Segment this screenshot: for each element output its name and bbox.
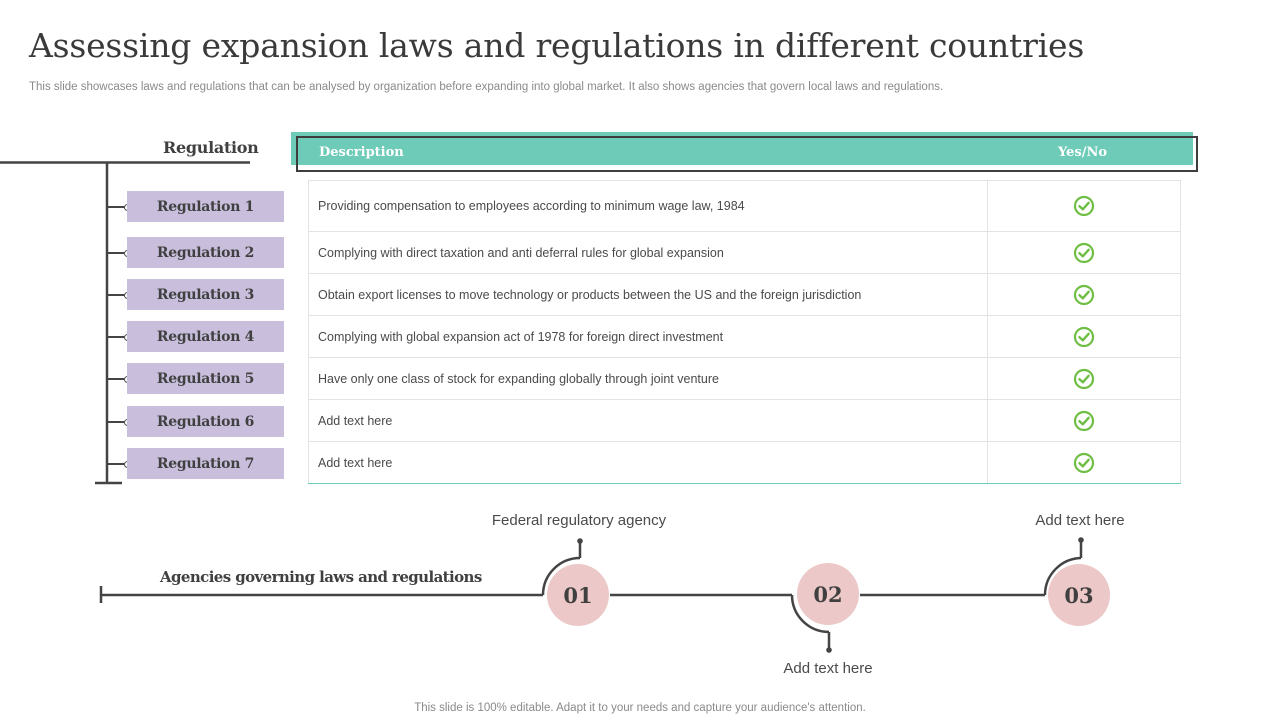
regulation-item-6: Regulation 6 bbox=[127, 406, 284, 437]
row-description: Add text here bbox=[309, 400, 988, 442]
row-status bbox=[988, 232, 1181, 274]
row-description: Add text here bbox=[309, 442, 988, 484]
check-circle-icon bbox=[1073, 368, 1095, 390]
table-row bbox=[309, 442, 1181, 484]
check-circle-icon bbox=[1073, 326, 1095, 348]
regulation-item-4: Regulation 4 bbox=[127, 321, 284, 352]
check-circle-icon bbox=[1073, 284, 1095, 306]
table-row bbox=[309, 274, 1181, 316]
row-description: Obtain export licenses to move technology or products between the US and the foreign jurisdiction bbox=[309, 274, 988, 316]
check-circle-icon bbox=[1073, 452, 1095, 474]
row-status bbox=[988, 442, 1181, 484]
table-row bbox=[309, 316, 1181, 358]
table-row bbox=[309, 232, 1181, 274]
row-status bbox=[988, 400, 1181, 442]
regulation-item-5: Regulation 5 bbox=[127, 363, 284, 394]
row-description: Providing compensation to employees according to minimum wage law, 1984 bbox=[309, 181, 988, 232]
agencies-heading: Agencies governing laws and regulations bbox=[160, 568, 482, 586]
row-status bbox=[988, 358, 1181, 400]
regulation-heading: Regulation bbox=[163, 138, 259, 157]
agency-circle-02: 02 bbox=[797, 563, 859, 625]
regulation-item-1: Regulation 1 bbox=[127, 191, 284, 222]
row-description: Complying with global expansion act of 1978 for foreign direct investment bbox=[309, 316, 988, 358]
table-row bbox=[309, 358, 1181, 400]
regulation-item-3: Regulation 3 bbox=[127, 279, 284, 310]
agency-label-3: Add text here bbox=[1035, 512, 1125, 529]
page-subtitle: This slide showcases laws and regulations that can be analysed by organization before expanding into global market. It also shows agencies that govern local laws and regulations. bbox=[29, 81, 944, 93]
row-status bbox=[988, 316, 1181, 358]
check-circle-icon bbox=[1073, 195, 1095, 217]
agency-label-2: Add text here bbox=[783, 660, 873, 677]
regulation-item-7: Regulation 7 bbox=[127, 448, 284, 479]
agency-circle-03: 03 bbox=[1048, 564, 1110, 626]
table-header-yes-no: Yes/No bbox=[1058, 145, 1108, 160]
agency-circle-01: 01 bbox=[547, 564, 609, 626]
row-status bbox=[988, 274, 1181, 316]
agency-label-1: Federal regulatory agency bbox=[491, 512, 667, 529]
table-row bbox=[309, 181, 1181, 232]
row-description: Have only one class of stock for expanding globally through joint venture bbox=[309, 358, 988, 400]
regulation-table bbox=[308, 180, 1181, 484]
row-status bbox=[988, 181, 1181, 232]
row-description: Complying with direct taxation and anti deferral rules for global expansion bbox=[309, 232, 988, 274]
table-header-description: Description bbox=[319, 145, 404, 160]
page-title: Assessing expansion laws and regulations in different countries bbox=[29, 26, 1085, 65]
footer-note: This slide is 100% editable. Adapt it to your needs and capture your audience's attention. bbox=[414, 702, 866, 714]
check-circle-icon bbox=[1073, 410, 1095, 432]
table-row bbox=[309, 400, 1181, 442]
regulation-item-2: Regulation 2 bbox=[127, 237, 284, 268]
check-circle-icon bbox=[1073, 242, 1095, 264]
